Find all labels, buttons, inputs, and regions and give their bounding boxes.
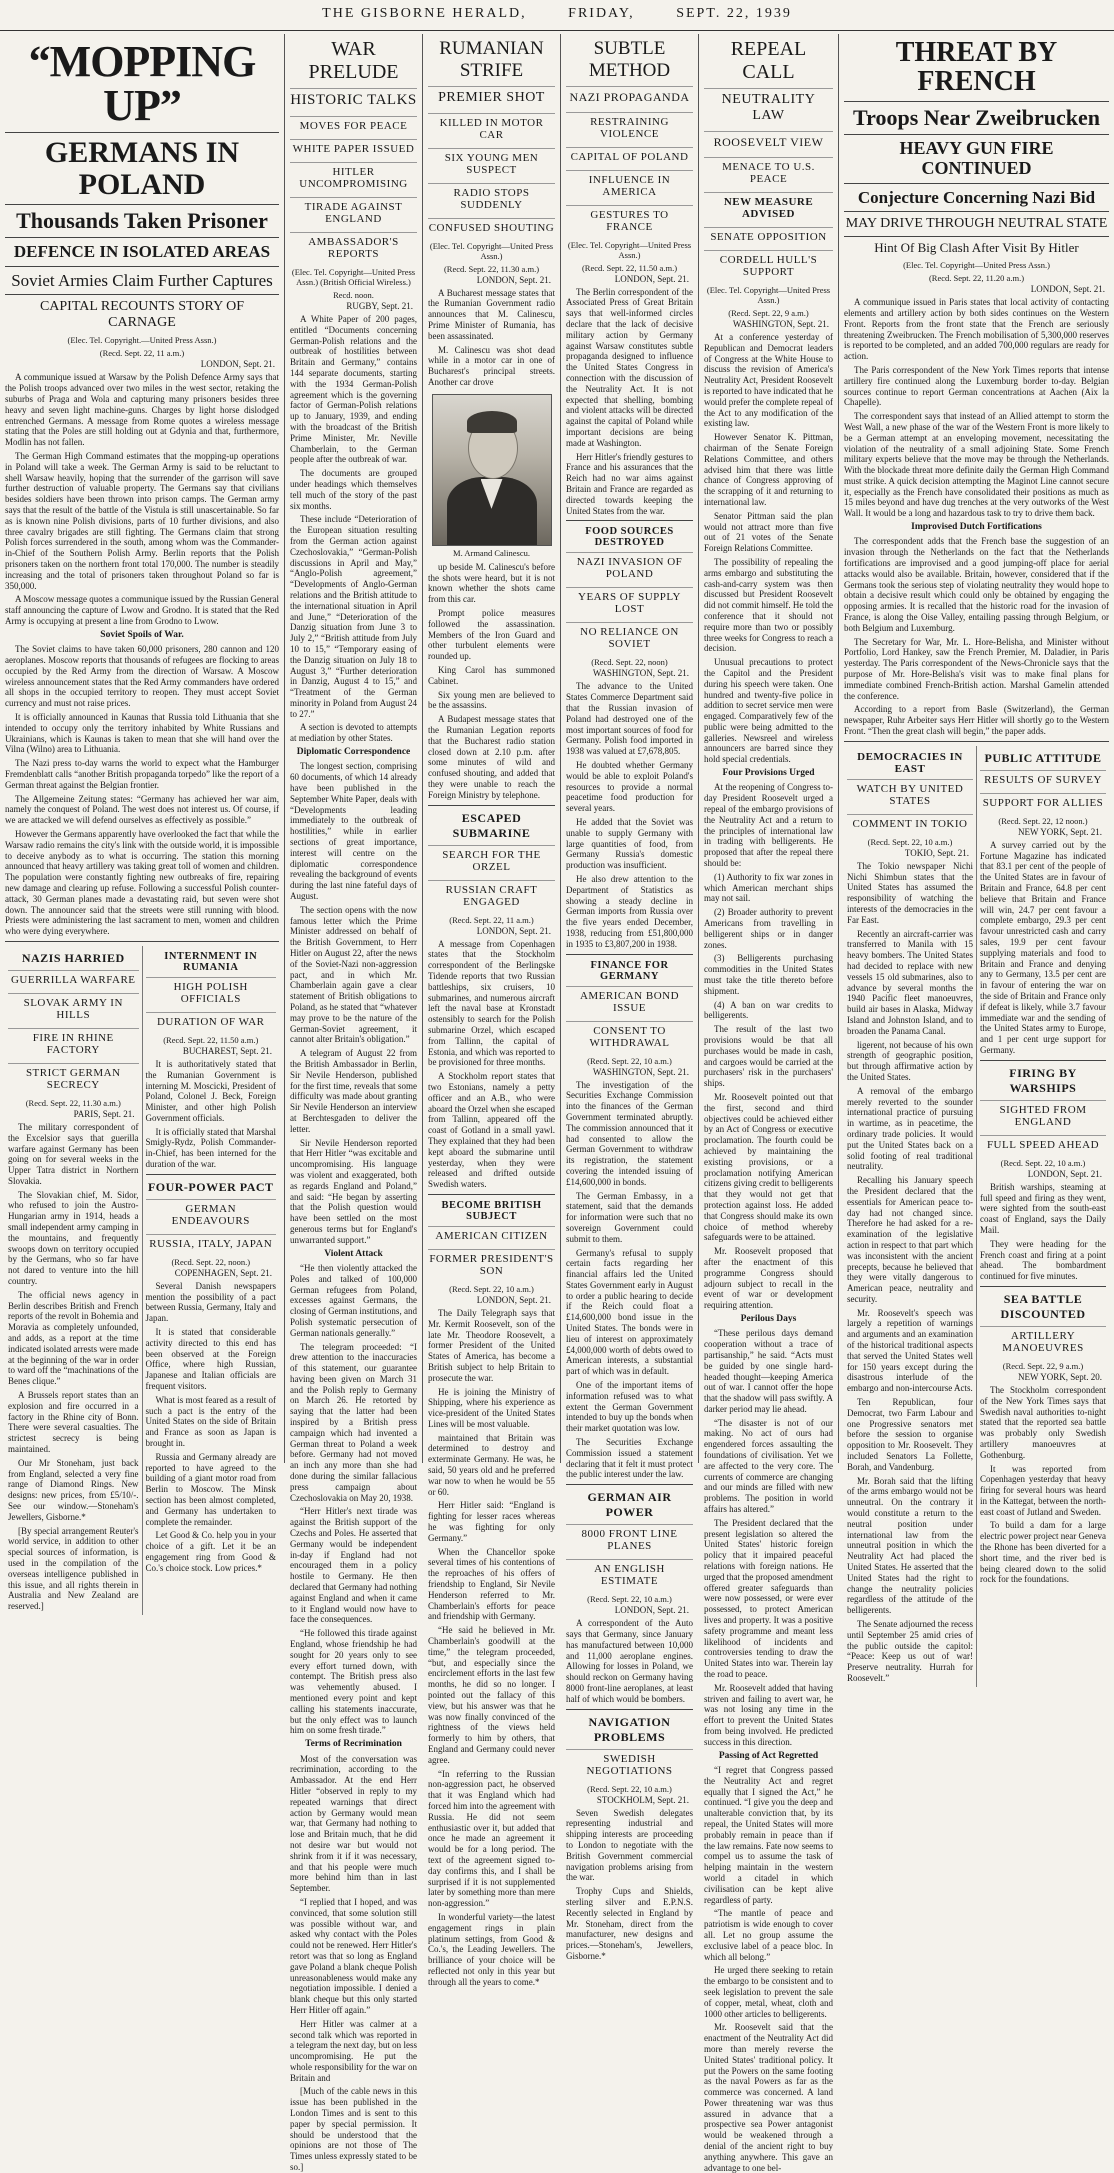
credit-line: (Elec. Tel. Copyright.—United Press Assn.) bbox=[67, 335, 217, 346]
paragraph: The Tokio newspaper Nichi Nichi Shimbun states that the United States has assumed the responsibility of watching the interests of the democracies in the Far East. bbox=[847, 860, 973, 925]
advertisement: Let Good & Co. help you in your choice of a gift. Let it be an engagement ring from Good & Co.'s choice stock. Low prices.* bbox=[145, 1530, 276, 1573]
paragraph: Most of the conversation was recrimination, according to the Ambassador. At the end Herr Hitler “observed in reply to my repeated warnings that direct action by Germany would mean war, that Germany had nothing to lose and Britain much, that he did not desire war but would not shrink from it if it was necessary, and that his people were much more behind him than in last September. bbox=[290, 1753, 417, 1894]
story-body bbox=[704, 332, 833, 2173]
subheading: Violent Attack bbox=[324, 1248, 383, 1259]
paragraph: The Soviet claims to have taken 60,000 prisoners, 280 cannon and 120 aeroplanes. Moscow reports that thousands of refugees are flocking to areas occupied by the Red Army from the direction of Warsaw. A Moscow wireless announcement states that the Red Army commanders have ordered all shops in the occupied territory to reopen. They must accept Soviet currency and must not raise prices. bbox=[5, 644, 279, 709]
paragraph: He is joining the Ministry of Shipping, where his experience as vice-president of the United States Lines will be most valuable. bbox=[428, 1386, 555, 1429]
paragraph: The Nazi press to-day warns the world to expect what the Hamburger Fremdenblatt calls “another British propaganda torpedo” like the report of a German threat against the Belgian frontier. bbox=[5, 758, 279, 790]
paragraph: The President declared that the present legislation so altered the United States' historic foreign policy that it impaired peaceful relations with foreign nations. He urged that the proposed amendment offered greater safeguards than were now possessed, or were ever possessed, to protect American lives and property. It was a positive safety programme and meant less likelihood of incidents and controversies tending to draw the United States into war. Therein lay the road to peace. bbox=[704, 1517, 833, 1680]
paragraph: It is officially announced in Kaunas that Russia told Lithuania that she intended to occupy only the territory inhabited by White Russians and Ukrainians, which is Kaunas is taken to mean that she will hand over the Vilna (Wilno) area to Lithuania. bbox=[5, 711, 279, 755]
photo-caption: M. Armand Calinescu. bbox=[453, 547, 530, 558]
paragraph: (4) A ban on war credits to belligerents. bbox=[704, 999, 833, 1021]
paragraph: A White Paper of 200 pages, entitled “Documents concerning German-Polish relations and the outbreak of hostilities between Britain and Germany,” contains 144 separate documents, starting with the 1934 German-Polish agreement which is the governing factor of German-Polish relations up to January, 1939, and ending with the broadcast of the British Prime Minister, Mr. Neville Chamberlain, to the German people after the outbreak of war. bbox=[290, 314, 417, 465]
divider bbox=[566, 1484, 693, 1485]
dateline-place: LONDON, Sept. 21. bbox=[476, 274, 551, 285]
paragraph: Herr Hitler said: “England is fighting for lesser races whereas he was fighting for only Germany.” bbox=[428, 1500, 555, 1543]
divider bbox=[5, 132, 279, 133]
issue-date: SEPT. 22, 1939 bbox=[676, 6, 792, 21]
paragraph: The telegram proceeded: “I drew attention to the inaccuracies of this statement, our guarantee having been given on March 31 and the Polish reply to Germany on March 26. He retorted by saying that the latter had been inspired by a British press campaign which had invented a German threat to Poland a week before. Germany had not moved an inch any more than she had done during the similar fallacious press campaign about Czechoslovakia on May 20, 1938. bbox=[290, 1341, 417, 1503]
deck: CAPITAL OF POLAND bbox=[566, 147, 693, 166]
paragraph: The Secretary for War, Mr. L. Hore-Belisha, and Minister without Portfolio, Lord Hankey, saw the French Premier, M. Daladier, in Paris yesterday. The Paris correspondent of the News-Chronicle says that the purpose of Mr. Hore-Belisha's visit was to make final plans for immediate combined French-British action. Marshal Gamelin attended the conference. bbox=[844, 636, 1109, 701]
paragraph: Unusual precautions to protect the Capitol and the President during his speech were taken. One hundred and twenty-five police in addition to secret service men were engaged. Comparatively few of the public were being admitted to the galleries. Newsreel and wireless announcers are barred since they hold special credentials. bbox=[704, 657, 833, 765]
deck: SENATE OPPOSITION bbox=[704, 227, 833, 246]
paragraph: Mr. Roosevelt added that having striven and failing to avert war, he was not losing any time in the effort to prevent the United States from being involved. He predicted success in this direction. bbox=[704, 1682, 833, 1747]
paragraph: One of the important items of information refused was to what extent the German Government intended to buy up the bonds when their market quotation was low. bbox=[566, 1380, 693, 1434]
paragraph: The Slovakian chief, M. Sidor, who refused to join the Austro-Hungarian army in 1914, heads a small independent army camping in the mountains, and frequently swoops down on territory occupied by the Germans, who so far have not dared to venture into the hill country. bbox=[8, 1189, 139, 1287]
paragraph: Mr. Roosevelt's speech was largely a repetition of warnings and arguments and an examination of the historical traditional aspects that served the United States well for 150 years except during the disastrous interlude of the embargo and non-intercourse Acts. bbox=[847, 1307, 973, 1394]
received-line: Recd. noon. bbox=[333, 290, 374, 300]
dateline-place: WASHINGTON, Sept. 21. bbox=[592, 1066, 689, 1077]
divider bbox=[5, 941, 279, 942]
divider bbox=[566, 520, 693, 521]
paragraph: The possibility of repealing the arms embargo and substituting the cash-and-carry system was then discussed but President Roosevelt did not commit himself. He told the conference that it should not require more than two or possibly three weeks for Congress to reach a decision. bbox=[704, 556, 833, 654]
paragraph: The Senate adjourned the recess until September 25 amid cries of the public outside the capitol: “Peace: Keep us out of war! Preserve neutrality. Hurrah for Roosevelt.” bbox=[847, 1619, 973, 1683]
received-line: (Recd. Sept. 22, 10 a.m.) bbox=[449, 1283, 534, 1294]
divider bbox=[566, 1709, 693, 1710]
deck: SWEDISH NEGOTIATIONS bbox=[566, 1749, 693, 1780]
paragraph: He doubted whether Germany would be able to exploit Poland's resources to provide a normal peacetime food production for several years. bbox=[566, 760, 693, 814]
paragraph: A section is devoted to attempts at mediation by other States. bbox=[290, 722, 417, 744]
paragraph: A communique issued in Paris states that local activity of contacting elements and artillery action by both sides continues on the Western Front. Reports from the front state that the French are seriously threatening Zweibrucken. The French mobilisation of 5,300,000 reserves is reported to be completed, and an added 700,000 regulars are ready for action. bbox=[844, 297, 1109, 362]
paragraph: The section opens with the now famous letter which the Prime Minister addressed on behalf of the British Government, to Herr Hitler on August 22, after the news of the Soviet-Nazi non-aggression pact, and in which Mr. Chamberlain again gave a clear statement of British obligations to Poland, as he stated that “whatever may prove to be the nature of the German-Soviet agreement, it cannot alter Britain's obligation.” bbox=[290, 904, 417, 1045]
paragraph: “The mantle of peace and patriotism is wide enough to cover all. Let no group assume the exclusive label of a peace bloc. In which all belong.” bbox=[704, 1908, 833, 1962]
dateline-place: COPENHAGEN, Sept. 21. bbox=[174, 1267, 272, 1278]
story-body bbox=[566, 1808, 693, 1962]
paragraph: The Paris correspondent of the New York Times reports that intense artillery fire continued along the Luxemburg border to-day. Belgian sources continue to report German concentrations at Aachen (Aix la Chapelle). bbox=[844, 364, 1109, 408]
deck: CORDELL HULL'S SUPPORT bbox=[704, 250, 833, 281]
paragraph: According to a report from Basle (Switzerland), the German newspaper, Ruhr Arbeiter says Herr Hitler will shortly go to the Western Front. “Then the great clash will begin,” the paper adds. bbox=[844, 704, 1109, 737]
received-line: (Recd. Sept. 22, 10 a.m.) bbox=[587, 1055, 672, 1066]
paragraph: The documents are grouped under headings which themselves tell much of the story of the past six months. bbox=[290, 468, 417, 511]
subheading: Four Provisions Urged bbox=[722, 768, 815, 779]
story-body bbox=[428, 288, 555, 388]
portrait-photo bbox=[432, 394, 552, 546]
received-line: (Recd. Sept. 22, 11.50 a.m.) bbox=[581, 262, 678, 273]
lower-split bbox=[5, 946, 279, 1615]
deck: SEARCH FOR THE ORZEL bbox=[428, 845, 555, 876]
dateline-place: RUGBY, Sept. 21. bbox=[346, 301, 413, 311]
dateline-place: STOCKHOLM, Sept. 21. bbox=[596, 1794, 689, 1805]
divider bbox=[980, 1060, 1106, 1061]
received-line: (Recd. Sept. 22, 11.20 a.m.) bbox=[928, 273, 1025, 284]
headline-repeal-call: REPEAL CALL bbox=[730, 38, 807, 83]
story-body bbox=[428, 1308, 555, 1988]
headline-subtle-method: SUBTLE METHOD bbox=[588, 38, 671, 81]
story-body bbox=[290, 314, 417, 2173]
headline: INTERNMENT IN RUMANIA bbox=[164, 950, 258, 973]
headline-german-air-power: GERMAN AIR POWER bbox=[587, 1490, 672, 1520]
dateline-place: BUCHAREST, Sept. 21. bbox=[182, 1045, 272, 1056]
deck: FORMER PRESIDENT'S SON bbox=[428, 1249, 555, 1280]
paragraph: Recently an aircraft-carrier was transferred to Manila with 15 heavy bombers. The United States had decided to replace with new vessels 15 old submarines, also to advance by several months the 1940 Pacific fleet manoeuvres, build air bases in Alaska, Midway Island and Johnston Island, and to broaden the Panama Canal. bbox=[847, 928, 973, 1036]
story-body bbox=[5, 372, 279, 936]
credit-line: (Elec. Tel. Copyright—United Press Assn.) (British Official Wireless.) bbox=[291, 267, 416, 287]
deck: NO RELIANCE ON SOVIET bbox=[566, 622, 693, 653]
paragraph: It was reported from Copenhagen yesterday that heavy firing for several hours was heard in the Kattegat, between the north-east coast of Jutland and Sweden. bbox=[980, 1463, 1106, 1517]
story-body bbox=[980, 1182, 1106, 1282]
divider bbox=[5, 237, 279, 238]
deck: TIRADE AGAINST ENGLAND bbox=[290, 197, 417, 228]
deck: 8000 FRONT LINE PLANES bbox=[566, 1524, 693, 1555]
lower-split bbox=[844, 746, 1109, 1687]
headline-neutral-state: MAY DRIVE THROUGH NEUTRAL STATE bbox=[845, 216, 1108, 232]
dateline-place: WASHINGTON, Sept. 21. bbox=[592, 668, 689, 679]
paragraph: It is authoritatively stated that the Rumanian Government is interning M. Moscicki, President of Poland, Colonel J. Beck, Foreign Minister, and other high Polish Government officials. bbox=[145, 1058, 276, 1123]
deck: AN ENGLISH ESTIMATE bbox=[566, 1559, 693, 1590]
dateline-place: LONDON, Sept. 21. bbox=[614, 273, 689, 284]
paragraph: (1) Authority to fix war zones in which American merchant ships may not sail. bbox=[704, 871, 833, 904]
paragraph: “These perilous days demand cooperation without a trace of partisanship,” he said. “Acts must be guided by one single hard-headed thought—keeping America out of war. I cannot offer the hope that the shadow will pass swiftly. A darker period may lie ahead. bbox=[704, 1328, 833, 1414]
headline: PUBLIC ATTITUDE bbox=[984, 750, 1102, 765]
column-subtle-method bbox=[560, 34, 698, 1961]
headline-navigation-problems: NAVIGATION PROBLEMS bbox=[588, 1714, 671, 1744]
dateline-place: TOKIO, Sept. 21. bbox=[904, 847, 969, 858]
divider bbox=[844, 101, 1109, 102]
subheading: Improvised Dutch Fortifications bbox=[911, 522, 1042, 533]
received-line: (Recd. Sept. 22, 10 a.m.) bbox=[867, 836, 953, 847]
story-body bbox=[8, 1122, 139, 1612]
column-rumanian-strife bbox=[422, 34, 560, 1987]
paragraph: To build a dam for a large electric power project near Geneva the Rhone has been diverted for a short time, and the river bed is being cleared down to the solid rock for the foundations. bbox=[980, 1520, 1106, 1585]
deck: MOVES FOR PEACE bbox=[290, 116, 417, 135]
deck: COMMENT IN TOKIO bbox=[847, 814, 973, 833]
headline-food-sources: FOOD SOURCES DESTROYED bbox=[585, 526, 674, 549]
advertisement: In wonderful variety—the latest engagement rings in plain platinum settings, from Good & Co.'s, the Leading Jewellers. The brilliance of your choice will be reflected not only in this year but through all the years to come.* bbox=[428, 1911, 555, 1987]
deck: RESULTS OF SURVEY bbox=[980, 770, 1106, 789]
headline-soviet-armies: Soviet Armies Claim Further Captures bbox=[11, 270, 273, 290]
deck: RUSSIA, ITALY, JAPAN bbox=[146, 1234, 277, 1253]
paragraph: Herr Hitler was calmer at a second talk which was reported in a telegram the next day, but on less uncompromising. He put the whole responsibility for the war on Britain and bbox=[290, 2018, 417, 2083]
divider bbox=[5, 294, 279, 295]
paragraph: These include “Deterioration of the European situation resulting from the German action against Czechoslovakia,” “German-Polish discussions in April and May,” “Anglo-Polish agreement,” “Developments of Anglo-German relations and the British attitude to the international situation in April and June,” “Deterioration of the Danzig situation from June 3 to July 2,” “British attitude from July 10 to 15,” “Temporary easing of the Danzig situation on July 18 to August 3,” “Further deterioration in Danzig, August 4 to 15,” and “Treatment of the German minority in Poland from August 24 to 27.” bbox=[290, 514, 417, 719]
paragraph: Herr Hitler's friendly gestures to France and his assurances that the Reich had no war aims against Britain and France are regarded as directed towards keeping the United States from the war. bbox=[566, 451, 693, 516]
paragraph: A communique issued at Warsaw by the Polish Defence Army says that the Polish troops advanced over two miles in the west sector, retaking the suburbs of Praga and Wola and capturing many prisoners besides three heavy and seven light machine-guns. Charges by light horse dislodged entrenched Germans. A message from Rome quotes a wireless message stating that the Poles are still holding out at Gdynia and that, furthermore, Modlin has not fallen. bbox=[5, 372, 279, 448]
paragraph: The Securities Exchange Commission issued a statement declaring that it felt it must protect the public interest under the law. bbox=[566, 1437, 693, 1480]
divider bbox=[428, 1194, 555, 1195]
deck: WATCH BY UNITED STATES bbox=[847, 779, 973, 810]
deck: RESTRAINING VIOLENCE bbox=[566, 112, 693, 143]
paragraph: Six young men are believed to be the assassins. bbox=[428, 689, 555, 711]
headline-germans-in-poland: GERMANS IN POLAND bbox=[44, 136, 240, 201]
paragraph: “He said he believed in Mr. Chamberlain's goodwill at the time,” the telegram proceeded, “but, and especially since the encirclement efforts in the last few months, he did so no longer. I pointed out the fallacy of this view, but his answer was that he was now finally convinced of the rightness of the views held formerly to him by others, that England and Germany could never agree. bbox=[428, 1625, 555, 1765]
paragraph: Mr. Roosevelt pointed out that the first, second and third objectives could be achieved either by an Act of Congress or executive proclamation. The fourth could be achieved by maintaining the existing provisions, or a proclamation notifying American citizens giving credit to belligerents that they would not get that protection against loss. He added that Congress should make its own choice of method whereby safeguards were to be attained. bbox=[704, 1091, 833, 1243]
deck: ARTILLERY MANOEUVRES bbox=[980, 1326, 1106, 1357]
dateline-place: PARIS, Sept. 21. bbox=[73, 1108, 135, 1119]
headline-zweibrucken: Troops Near Zweibrucken bbox=[853, 104, 1100, 130]
paragraph: The result of the last two provisions would be that all purchases would be made in cash, and cargoes would be carried at the purchasers' risk in the purchasers' ships. bbox=[704, 1024, 833, 1089]
received-line: (Recd. Sept. 22, 9 a.m.) bbox=[1002, 1360, 1084, 1371]
deck: INFLUENCE IN AMERICA bbox=[566, 170, 693, 201]
notice: [Much of the cable news in this issue has been published in the London Times and is sent to this paper by special permission. It should be understood that the opinions are not those of The Times unless expressly stated to be so.] bbox=[290, 2086, 417, 2173]
received-line: (Recd. Sept. 22, 10 a.m.) bbox=[587, 1594, 672, 1605]
credit-line: (Elec. Tel. Copyright—United Press Assn.) bbox=[567, 239, 692, 260]
divider bbox=[844, 211, 1109, 212]
paragraph: Recalling his January speech the President declared that the essentials for American peace to-day had not changed since. Therefore he had asked for a re-examination of the legislative action in respect to that part which was inconsistent with the ancient precepts, because he believed that they were vitally dangerous to American peace, neutrality and security. bbox=[847, 1175, 973, 1304]
received-line: (Recd. Sept. 22, 10 a.m.) bbox=[587, 1783, 672, 1794]
dateline-place: NEW YORK, Sept. 21. bbox=[1018, 826, 1102, 837]
headline-heavy-gun-fire: HEAVY GUN FIRE CONTINUED bbox=[899, 137, 1054, 178]
paragraph: The correspondent adds that the French base the suggestion of an invasion through the Netherlands on the fact that the Netherlands fortifications are improvised and a good jumping-off place for aerial attacks would also be available. Britain, however, considered that if the Germans took the serious step of violating neutrality they would hope to obtain a decisive result which could only be obtained by engaging the opposing armies. It is recalled that the historic road for the invasion of France, is along the Oise Valley, entailing passing through Belgium, or both Belgium and Luxemburg. bbox=[844, 536, 1109, 633]
received-line: (Recd. Sept. 22, 11.30 a.m.) bbox=[443, 263, 540, 274]
paragraph: A correspondent of the Auto says that Germany, since January has manufactured between 10,000 and 11,000 aeroplane engines. Allowing for losses in Poland, we should reckon on Germany having 8000 front-line aeroplanes, at least half of which would be bombers. bbox=[566, 1618, 693, 1704]
paragraph: The military correspondent of the Excelsior says that guerilla warfare against Germany has been going on for several weeks in the Upper Tatra district in Northern Slovakia. bbox=[8, 1121, 139, 1186]
divider bbox=[844, 134, 1109, 135]
deck: CONSENT TO WITHDRAWAL bbox=[566, 1021, 693, 1052]
paragraph: The official news agency in Berlin describes British and French reports of the revolt in Bohemia and Moravia as completely unfounded, and adds, as a report at the time indicated isolated arrests were made at the beginning of the war in order to ward off the “machinations of the Benes clique.” bbox=[8, 1289, 139, 1387]
issue-day: FRIDAY, bbox=[568, 6, 635, 21]
paragraph: Sir Nevile Henderson reported that Herr Hitler “was excitable and uncompromising. His language was violent and exaggerated, both as regards England and Poland,” and said: “He began by asserting that the Polish question would have been settled on the most generous terms but for England's unwarranted support.” bbox=[290, 1137, 417, 1245]
masthead bbox=[0, 0, 1114, 31]
headline-conjecture: Conjecture Concerning Nazi Bid bbox=[857, 187, 1096, 207]
paragraph: Ten Republican, four Democrat, two Farm Labour and one Progressive senators met before the session to organise opposition to Mr. Roosevelt. They included Senators La Follette, Borah, and Vandenburg. bbox=[847, 1397, 973, 1472]
paragraph: The investigation of the Securities Exchange Commission into the finances of the German Government terminated abruptly. The commission announced that it had consented to allow the German Government to withdraw its registration, the statement covering the intended issuing of £14,600,000 in bonds. bbox=[566, 1079, 693, 1187]
dateline-place: LONDON, Sept. 21. bbox=[1027, 1168, 1102, 1179]
paragraph: A Brussels report states than an explosion and fire occurred in a factory in the Rhine city of Bonn. There were several casualties. The strictest secrecy is being maintained. bbox=[8, 1390, 139, 1455]
paragraph: The advance to the United States Commerce Department said that the Russian invasion of Poland had destroyed one of the most important sources of food for Germany. Polish food imported in 1938 was valued at £7,678,805. bbox=[566, 681, 693, 757]
paragraph: Mr. Roosevelt proposed that after the enactment of this programme Congress should adjourn subject to recall in the event of war or development requiring attention. bbox=[704, 1246, 833, 1311]
story-body bbox=[844, 297, 1109, 737]
headline-war-prelude: WAR PRELUDE bbox=[308, 38, 399, 83]
deck: RUSSIAN CRAFT ENGAGED bbox=[428, 880, 555, 911]
story-internment-rumania bbox=[142, 946, 280, 1615]
paragraph: The German High Command estimates that the mopping-up operations in Poland will take a week. The German Army is said to be reluctant to shell Warsaw heavily, hoping that the surrender of the garrison will save further destruction of valuable property. The Germans say that civilians besides soldiers have been thrown into prison camps. The German army says that the result of the battle of the Vistula is still unascertainable. So far as is known nine Polish divisions, parts of 10 further divisions, and also three cavalry brigades are still fighting. The Germans claim that strong Polish forces surrendered in the south, among whom was the Commander-in-Chief of the Southern Polish Army. Berlin reports that the Polish prisoners taken on the northern front total 170,000. The number is steadily increasing and the total of prisoners taken throughout Poland so far is 350,000. bbox=[5, 451, 279, 591]
story-body bbox=[146, 1059, 277, 1170]
paragraph: A Bucharest message states that the Rumanian Government radio announces that M. Calinescu, Prime Minister of Rumania, has been assassinated. bbox=[428, 287, 555, 341]
paragraph: It is officially stated that Marshal Smigly-Rydz, Polish Commander-in-Chief, has been interned for the duration of the war. bbox=[145, 1126, 276, 1170]
subheading: Passing of Act Regretted bbox=[718, 1750, 819, 1761]
deck: ROOSEVELT VIEW bbox=[704, 131, 833, 153]
paragraph: ligerent, not because of his own strength of geographic position, but through affirmative action by the United States. bbox=[847, 1039, 973, 1082]
paragraph: The correspondent says that instead of an Allied attempt to storm the West Wall, a new phase of the war of the Western Front is more likely to be a German attempt at an enveloping movement, necessitating the violation of the neutrality of a small adjoining State. Some French military experts believe that the move may be through the Netherlands. With the blockade threat more definite daily the German High Command must strike. A quick decision attempting the Maginot Line cannot secure it, especially as the French have consolidated their positions as much as 15 miles beyond and have dug trenches at the very outworks of the West Wall. It would be a long and hazardous task to try to drive them back. bbox=[844, 411, 1109, 519]
paragraph: M. Calinescu was shot dead while in a motor car in one of Bucharest's principal streets. Another car drove bbox=[428, 344, 555, 388]
story-body bbox=[566, 681, 693, 949]
paragraph: “He followed this tirade against England, whose friendship he had sought for 20 years only to see every effort turned down, with contempt. The British press also was vehemently abused. I mentioned every point and kept calling his statements inaccurate, but the only effect was to launch him on some fresh tirade.” bbox=[290, 1628, 417, 1736]
deck: CONFUSED SHOUTING bbox=[428, 218, 555, 237]
paragraph: A Moscow message quotes a communique issued by the Russian General staff announcing the capture of Lwow and Grodno. It is stated that the Red Army is occupying at present a line from Grodno to Lwow. bbox=[5, 594, 279, 626]
headline: FOUR-POWER PACT bbox=[147, 1179, 274, 1194]
story-body bbox=[566, 1618, 693, 1704]
headline: DEMOCRACIES IN EAST bbox=[857, 750, 963, 775]
divider bbox=[428, 805, 555, 806]
paragraph: British warships, steaming at full speed and firing as they went, were sighted from the south-east coast of England, says the Daily Mail. bbox=[980, 1181, 1106, 1235]
deck: STRICT GERMAN SECRECY bbox=[8, 1063, 139, 1094]
paragraph: up beside M. Calinescu's before the shots were heard, but it is not known whether the shots came from this car. bbox=[428, 561, 555, 605]
paragraph: King Carol has summoned Cabinet. bbox=[428, 665, 555, 686]
deck: KILLED IN MOTOR CAR bbox=[428, 113, 555, 144]
credit-line: (Elec. Tel. Copyright—United Press Assn.) bbox=[903, 260, 1050, 271]
deck: AMBASSADOR'S REPORTS bbox=[290, 232, 417, 263]
paragraph: However the Germans apparently have overlooked the fact that while the Warsaw radio remains the city's link with the outside world, it is impossible to deceive anybody as to what is occurring. The station this morning announced that heavy artillery was taking great toll of women and children. The population were constantly fighting new outbreaks of fire, repairing new damage and clearing up refuse. Following a successful Polish counter-attack, 30 German planes made a devastating raid, but seven were shot down. The announcer said that the streets were still running with blood. Priests were administering the last sacrament to men, women and children who were dying everywhere. bbox=[5, 828, 279, 937]
headline: SEA BATTLE DISCOUNTED bbox=[1000, 1291, 1086, 1321]
deck: NEW MEASURE ADVISED bbox=[704, 192, 833, 223]
paper-name: THE GISBORNE HERALD, bbox=[322, 6, 527, 21]
deck: SIX YOUNG MEN SUSPECT bbox=[428, 148, 555, 179]
deck: WHITE PAPER ISSUED bbox=[290, 139, 417, 158]
notice: [By special arrangement Reuter's world service, in addition to other special sources of information, is used in the compilation of the overseas intelligence published in this issue, and all rights therein in Australia and New Zealand are reserved.] bbox=[8, 1525, 139, 1612]
deck: FIRE IN RHINE FACTORY bbox=[8, 1028, 139, 1059]
paragraph: “I regret that Congress passed the Neutrality Act and regret equally that I signed the Act,” he continued. “I give you the deep and unalterable conviction that, by its repeal, the United States will more probably remain in peace than if the law remains. Fate now seems to compel us to assume the task of helping maintain in the western world a citadel in which civilisation can be kept alive regardless of party. bbox=[704, 1764, 833, 1905]
received-line: (Recd. Sept. 22, noon.) bbox=[171, 1256, 251, 1267]
story-nazis-harried bbox=[5, 946, 142, 1615]
paragraph: When the Chancellor spoke several times of his contentions of the reproaches of his offers of friendship to England, Sir Nevile Henderson referred to Mr. Chamberlain's efforts for peace and friendship with Germany. bbox=[428, 1546, 555, 1622]
story-body bbox=[566, 1080, 693, 1481]
received-line: (Recd. Sept. 22, 10 a.m.) bbox=[1000, 1157, 1086, 1168]
headline-threat-by-french: THREAT BY FRENCH bbox=[895, 37, 1058, 98]
headline-escaped-submarine: ESCAPED SUBMARINE bbox=[452, 810, 531, 840]
column-war-prelude bbox=[284, 34, 422, 2173]
headline: FIRING BY WARSHIPS bbox=[1009, 1065, 1077, 1095]
paragraph: The Berlin correspondent of the Associated Press of Great Britain says that well-informed circles declare that the lack of decisive military action by Germany against Warsaw constitutes subtle propaganda designed to influence the United States Congress in connection with the discussion of the Neutrality Act. It is not expected that shelling, bombing and violent attacks will be directed against the capital of Poland while important decisions are being made at Washington. bbox=[566, 286, 693, 448]
credit-line: (Elec. Tel. Copyright—United Press Assn.) bbox=[706, 285, 831, 305]
deck: SUPPORT FOR ALLIES bbox=[980, 793, 1106, 812]
deck: NAZI INVASION OF POLAND bbox=[566, 552, 693, 583]
divider bbox=[5, 266, 279, 267]
paragraph: Mr. Borah said that the lifting of the arms embargo would not be unneutral. On the contrary it would constitute a return to the neutral position under international law from the unneutral position in which the Neutrality Act had placed the United States. He asserted that the United States had the right to change the neutrality policies regardless of the attitude of the belligerents. bbox=[847, 1475, 973, 1616]
story-body bbox=[566, 287, 693, 517]
paragraph: Russia and Germany already are reported to have agreed to the building of a giant motor road from Berlin to Moscow. The Minsk section has been almost completed, and Germany has undertaken to complete the remainder. bbox=[145, 1451, 276, 1527]
deck: SLOVAK ARMY IN HILLS bbox=[8, 993, 139, 1024]
received-line: (Recd. Sept. 22, 11 a.m.) bbox=[449, 914, 534, 925]
paragraph: maintained that Britain was determined to destroy and exterminate Germany. He was, he said, 50 years old and he preferred war now to when he would be 55 or 60. bbox=[428, 1432, 555, 1497]
paragraph: It is stated that considerable activity directed to this end has been observed at the Foreign Office, where high Russian, Japanese and Italian officials are frequent visitors. bbox=[145, 1327, 276, 1392]
paragraph: Senator Pittman said the plan would not attract more than five out of 21 votes of the Senate Foreign Relations Committee. bbox=[704, 510, 833, 554]
received-line: (Recd. Sept. 22, 11 a.m.) bbox=[99, 348, 185, 359]
story-body bbox=[980, 840, 1106, 1056]
paragraph: A message from Copenhagen states that the Stockholm correspondent of the Berlingske Tidende reports that two Russian battleships, six cruisers, 10 submarines, and numerous aircraft left the naval base at Kronstadt ostensibly to search for the Polish submarine Orzel, which escaped from Tallinn, the capital of Estonia, and which was reported to be provisioned for three months. bbox=[428, 938, 555, 1068]
subheading: Perilous Days bbox=[740, 1313, 797, 1324]
deck: YEARS OF SUPPLY LOST bbox=[566, 587, 693, 618]
column-threat-by-french bbox=[838, 34, 1114, 1683]
divider bbox=[146, 1174, 277, 1175]
paragraph: (3) Belligerents purchasing commodities in the United States must take the title thereto before shipment. bbox=[704, 953, 833, 996]
deck: GESTURES TO FRANCE bbox=[566, 205, 693, 236]
column-mopping-up bbox=[0, 34, 284, 1612]
deck: DURATION OF WAR bbox=[146, 1012, 277, 1031]
deck: GERMAN ENDEAVOURS bbox=[146, 1199, 277, 1230]
paragraph: “I replied that I hoped, and was convinced, that some solution still was possible without war, and asked why contact with the Poles could not be renewed. Herr Hitler's retort was that so long as England gave Poland a blank cheque Polish unreasonableness would make any negotiation impossible. I denied a blank cheque but this only started Herr Hitler off again.” bbox=[290, 1896, 417, 2015]
paragraph: Germany's refusal to supply certain facts regarding her financial affairs led the United States Government early in August to order a public hearing to decide if the Reich could float a £14,600,000 bond issue in the United States. The bonds were in lieu of interest on approximately £4,000,000 worth of debts owed to American interests, a substantial part of which was in default. bbox=[566, 1247, 693, 1377]
paragraph: Mr. Roosevelt said that the enactment of the Neutrality Act did more than merely reverse the United States' traditional policy. It put the Powers on the same footing as the naval Powers as far as the commerce was concerned. A land Power threatening war was thus assured in advance that a prospective sea Power antagonist would be weakened through a denial of the ancient right to buy anything anywhere. This gave an advantage to one bel- bbox=[704, 2022, 833, 2173]
column-repeal-call bbox=[698, 34, 838, 2173]
deck: NEUTRALITY LAW bbox=[704, 88, 833, 127]
paragraph: (2) Broader authority to prevent Americans from travelling in belligerent ships or in danger zones. bbox=[704, 907, 833, 950]
divider bbox=[566, 954, 693, 955]
divider bbox=[844, 183, 1109, 184]
dateline-place: LONDON, Sept. 21. bbox=[476, 1294, 551, 1305]
headline-british-subject: BECOME BRITISH SUBJECT bbox=[441, 1199, 542, 1222]
received-line: (Recd. Sept. 22, 11.30 a.m.) bbox=[25, 1097, 121, 1108]
dateline-place: NEW YORK, Sept. 20. bbox=[1018, 1371, 1102, 1382]
deck: NAZI PROPAGANDA bbox=[566, 86, 693, 108]
paragraph: “Herr Hitler's next tirade was against the British support of the Czechs and Poles. He asserted that Germany would be independent in-day if England had not encouraged them in a policy hostile to Germany. He then declared that Germany had nothing against England and when it came to it England would now have to face the consequences. bbox=[290, 1506, 417, 1625]
paragraph: A Stockholm report states that two Estonians, namely a petty officer and an A.B., who were aboard the Orzel when she escaped from Tallinn, appeared off the coast of Gotland in a small yawl. They explained that they had been kept aboard the submarine until yesterday, when they were released and drifted outside Swedish waters. bbox=[428, 1071, 555, 1190]
headline-big-clash: Hint Of Big Clash After Visit By Hitler bbox=[874, 240, 1079, 256]
received-line: (Recd. Sept. 22, 9 a.m.) bbox=[728, 308, 809, 318]
paragraph: The German Embassy, in a statement, said that the demands for information were such that no sovereign Government could submit to them. bbox=[566, 1190, 693, 1244]
dateline-place: LONDON, Sept. 21. bbox=[476, 925, 551, 936]
deck: HISTORIC TALKS bbox=[290, 88, 417, 112]
story-public-attitude bbox=[976, 746, 1109, 1687]
paragraph: Several Danish newspapers mention the possibility of a pact between Russia, Germany, Italy and Japan. bbox=[145, 1280, 276, 1324]
story-body bbox=[847, 861, 973, 1684]
paragraph: At a conference yesterday of Republican and Democrat leaders of Congress at the White House to discuss the revision of America's Neutrality Act, President Roosevelt is reported to have indicated that he would prefer the complete repeal of the Act to any modification of the existing law. bbox=[704, 332, 833, 429]
deck: RADIO STOPS SUDDENLY bbox=[428, 183, 555, 214]
advertisement: Trophy Cups and Shields, sterling silver and E.P.N.S. Recently selected in England by Mr. Stoneham, direct from the manufacturer, new designs and prices.—Stoneham's, Jewellers, Gisborne.* bbox=[566, 1886, 693, 1961]
headline-finance-germany: FINANCE FOR GERMANY bbox=[590, 959, 669, 982]
dateline-place: LONDON, Sept. 21. bbox=[614, 1605, 689, 1616]
headline-capital-carnage: CAPITAL RECOUNTS STORY OF CARNAGE bbox=[39, 299, 245, 331]
subheading: Terms of Recrimination bbox=[305, 1739, 402, 1750]
paragraph: The longest section, comprising 60 documents, of which 14 already have been published in the September White Paper, deals with “Developments leading immediately to the outbreak of hostilities,” while in earlier sections of great importance, interest will centre on the diplomatic correspondence revealing the background of events during the last nine fateful days of August. bbox=[290, 761, 417, 902]
deck: MENACE TO U.S. PEACE bbox=[704, 157, 833, 188]
received-line: (Recd. Sept. 22, 11.50 a.m.) bbox=[163, 1034, 259, 1045]
divider bbox=[844, 741, 1109, 742]
deck: HIGH POLISH OFFICIALS bbox=[146, 977, 277, 1008]
divider bbox=[5, 204, 279, 205]
deck: PREMIER SHOT bbox=[428, 86, 555, 109]
deck: HITLER UNCOMPROMISING bbox=[290, 162, 417, 193]
received-line: (Recd. Sept. 22, noon) bbox=[591, 657, 668, 668]
headline-defence: DEFENCE IN ISOLATED AREAS bbox=[13, 242, 271, 262]
paragraph: However Senator K. Pittman, chairman of the Senate Foreign Relations Committee, and others advised him that there was little chance of Congress approving of the scrapping of it and returning to international law. bbox=[704, 432, 833, 507]
dateline-place: LONDON, Sept. 21. bbox=[1030, 284, 1105, 295]
headline-rumanian-strife: RUMANIAN STRIFE bbox=[439, 38, 544, 81]
paragraph: They were heading for the French coast and firing at a point ahead. The bombardment continued for five minutes. bbox=[980, 1238, 1106, 1282]
divider bbox=[844, 236, 1109, 237]
dateline-place: WASHINGTON, Sept. 21. bbox=[732, 319, 829, 329]
paragraph: Seven Swedish delegates representing industrial and shipping interests are proceeding to London to negotiate with the British Government commercial navigation problems arising from the war. bbox=[566, 1807, 693, 1883]
story-body bbox=[146, 1281, 277, 1574]
story-body bbox=[428, 939, 555, 1190]
story-body bbox=[428, 562, 555, 801]
story-democracies-east bbox=[844, 746, 976, 1687]
paragraph: A telegram of August 22 from the British Ambassador in Berlin, Sir Nevile Henderson, published for the first time, reveals that some difficulty was made about granting Sir Nevile Henderson an interview at Berchtesgaden to deliver the letter. bbox=[290, 1048, 417, 1134]
paragraph: A Budapest message states that the Rumanian Legation reports that the Bucharest radio station closed down at 2.10 p.m. after some minutes of wild and confused shouting, and added that they were unable to reach the Foreign Ministry by telephone. bbox=[428, 714, 555, 800]
deck: AMERICAN CITIZEN bbox=[428, 1226, 555, 1245]
paragraph: He urged there seeking to retain the embargo to be consistent and to seek legislation to prevent the sale of copper, metal, wheat, cloth and 1000 other articles to belligerents. bbox=[704, 1965, 833, 2019]
credit-line: (Elec. Tel. Copyright—United Press Assn.) bbox=[429, 240, 554, 261]
paragraph: The Daily Telegraph says that Mr. Kermit Roosevelt, son of the late Mr. Theodore Roosevelt, a former President of the United States of America, has become a British subject to help Britain to prosecute the war. bbox=[428, 1307, 555, 1383]
subheading: Diplomatic Correspondence bbox=[296, 747, 411, 758]
dateline-place: LONDON, Sept. 21. bbox=[200, 359, 275, 370]
paragraph: Prompt police measures followed the assassination. Members of the Iron Guard and other turbulent elements were rounded up. bbox=[428, 608, 555, 662]
headline-mopping-up: “MOPPING UP” bbox=[28, 37, 256, 130]
deck: GUERRILLA WARFARE bbox=[8, 970, 139, 989]
headline-thousands-prisoner: Thousands Taken Prisoner bbox=[16, 208, 268, 233]
received-line: (Recd. Sept. 22, 12 noon.) bbox=[998, 815, 1088, 826]
paragraph: A survey carried out by the Fortune Magazine has indicated that 83.1 per cent of the people of the United States are in favour of Britain and France, 64.8 per cent believe that Britain and France will win, 24.7 per cent favour a complete embargo, 29.3 per cent favour unrestricted cash and carry sales, 19.9 per cent favour supplying materials and food to Britain and France and denying any to Germany, 13.5 per cent are in favour of entering the war on the side of Britain and France only if defeat is likely, while 3.7 favour immediate war and the sending of the United States army to Europe, and 1 per cent urge support for Germany. bbox=[980, 839, 1106, 1055]
paragraph: What is most feared as a result of such a pact is the entry of the United States on the side of Britain and France as soon as Japan is brought in. bbox=[145, 1394, 276, 1449]
paragraph: A removal of the embargo merely reverted to the sounder international practice of pursuing in wartime, as in peacetime, the ordinary trade policies. It would put the United States back on a solid footing of real traditional neutrality. bbox=[847, 1085, 973, 1172]
deck: AMERICAN BOND ISSUE bbox=[566, 986, 693, 1017]
paragraph: He added that the Soviet was unable to supply Germany with large quantities of food, from Germany Russia's domestic production was insufficient. bbox=[566, 816, 693, 871]
story-body bbox=[980, 1385, 1106, 1585]
subheading: Soviet Spoils of War. bbox=[100, 629, 184, 640]
paragraph: At the reopening of Congress to-day President Roosevelt urged a repeal of the embargo provisions of the Neutrality Act and a return to the principles of international law in trading with belligerents. He proposed that after the repeal there should be: bbox=[704, 782, 833, 869]
paragraph: “The disaster is not of our making. No act of ours had engendered forces assaulting the foundations of civilisation. Yet we are affected to the very core. The currents of commerce are changing and our minds are filled with new problems. The position in world affairs has altered.” bbox=[704, 1417, 833, 1515]
advertisement: Our Mr Stoneham, just back from England, selected a very fine range of Diamond Rings. New designs: new prices, from £5/10/-. See our window.—Stoneham's Jewellers, Gisborne.* bbox=[8, 1457, 139, 1522]
deck: SIGHTED FROM ENGLAND bbox=[980, 1100, 1106, 1131]
paragraph: “In referring to the Russian non-aggression pact, he observed that it was England which had forced him into the agreement with Russia. He did not seem enthusiastic over it, but added that once he made an agreement it would be for a long period. The text of the agreement signed to-day confirms this, and I shall be surprised if it is not supplemented later by something more than mere non-aggression.” bbox=[428, 1768, 555, 1909]
paragraph: The Allgemeine Zeitung states: “Germany has achieved her war aim, namely the conquest of Poland. The west does not interest us. Of course, if we are attacked we will defend ourselves as effectively as possible.” bbox=[5, 793, 279, 826]
divider bbox=[980, 1286, 1106, 1287]
paragraph: He also drew attention to the Department of Statistics as showing a steady decline in German imports from Russia over the five years ended December, 1938, reducing from £51,800,000 in 1935 to £3,807,200 in 1938. bbox=[566, 873, 693, 949]
headline: NAZIS HARRIED bbox=[21, 950, 125, 965]
paragraph: The Stockholm correspondent of the New York Times says that Swedish naval authorities to-night stated that the reported sea battle was probably only Swedish artillery manoeuvres at Gothenburg. bbox=[980, 1384, 1106, 1460]
deck: FULL SPEED AHEAD bbox=[980, 1135, 1106, 1154]
paragraph: “He then violently attacked the Poles and talked of 100,000 German refugees from Poland, excesses against Germans, the closing of German institutions, and Polish systematic persecution of German nationals generally.” bbox=[290, 1262, 417, 1338]
